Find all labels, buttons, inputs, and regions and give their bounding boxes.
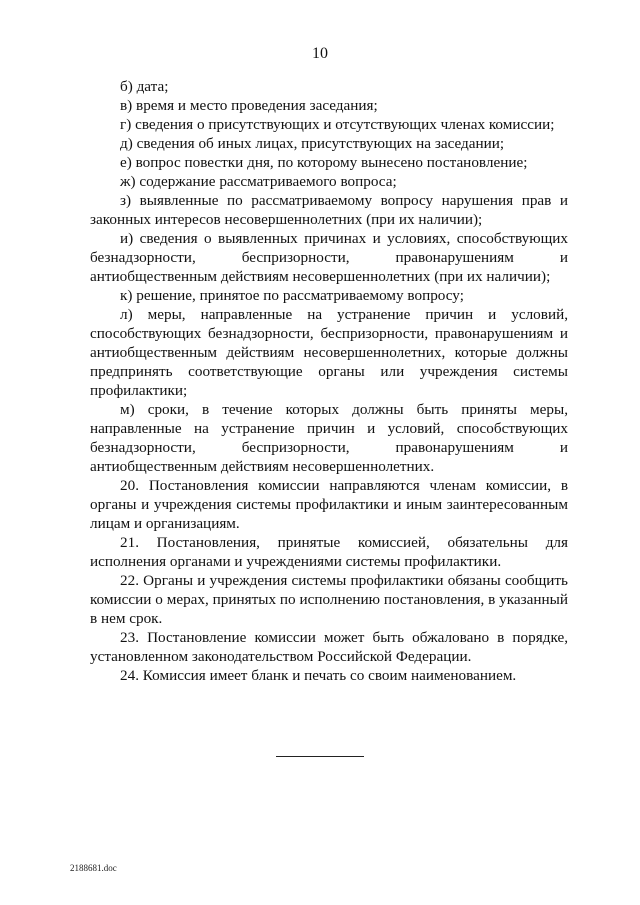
clause-21: 21. Постановления, принятые комиссией, обязательны для исполнения органами и учреждениями системы профилактики. <box>90 534 568 570</box>
clause-24: 24. Комиссия имеет бланк и печать со своим наименованием. <box>120 667 517 684</box>
clause-23: 23. Постановление комиссии может быть обжаловано в порядке, установленном законодательством Российской Федерации. <box>90 629 568 665</box>
list-item-b: б) дата; <box>120 78 169 95</box>
clause-20: 20. Постановления комиссии направляются членам комиссии, в органы и учреждения системы профилактики и иным заинтересованным лицам и организациям. <box>90 477 568 532</box>
document-body <box>90 77 568 685</box>
list-item-k: к) решение, принятое по рассматриваемому вопросу; <box>120 287 464 304</box>
clause-22: 22. Органы и учреждения системы профилактики обязаны сообщить комиссии о мерах, принятых по исполнению постановления, в указанный в нем срок. <box>90 572 568 627</box>
list-item-m: м) сроки, в течение которых должны быть приняты меры, направленные на устранение причин и условий, способствующих безнадзорности, беспризорности, правонарушениям и антиобщественным действиям несовершеннолетних. <box>90 401 568 475</box>
footer-filename: 2188681.doc <box>70 863 117 873</box>
list-item-g: г) сведения о присутствующих и отсутствующих членах комиссии; <box>120 116 555 133</box>
list-item-v: в) время и место проведения заседания; <box>120 97 378 114</box>
list-item-i: и) сведения о выявленных причинах и условиях, способствующих безнадзорности, беспризорности, правонарушениям и антиобщественным действиям несовершеннолетних (при их наличии); <box>90 230 568 285</box>
list-item-l: л) меры, направленные на устранение причин и условий, способствующих безнадзорности, беспризорности, правонарушениям и антиобщественным действиям несовершеннолетних, которые должны предпринять соответствующие органы или учреждения системы профилактики; <box>90 306 568 399</box>
list-item-e: е) вопрос повестки дня, по которому вынесено постановление; <box>120 154 528 171</box>
page-number: 10 <box>312 45 328 62</box>
list-item-z: з) выявленные по рассматриваемому вопросу нарушения прав и законных интересов несовершеннолетних (при их наличии); <box>90 192 568 228</box>
list-item-zh: ж) содержание рассматриваемого вопроса; <box>120 173 397 190</box>
list-item-d: д) сведения об иных лицах, присутствующих на заседании; <box>120 135 505 152</box>
closing-divider <box>276 756 364 757</box>
